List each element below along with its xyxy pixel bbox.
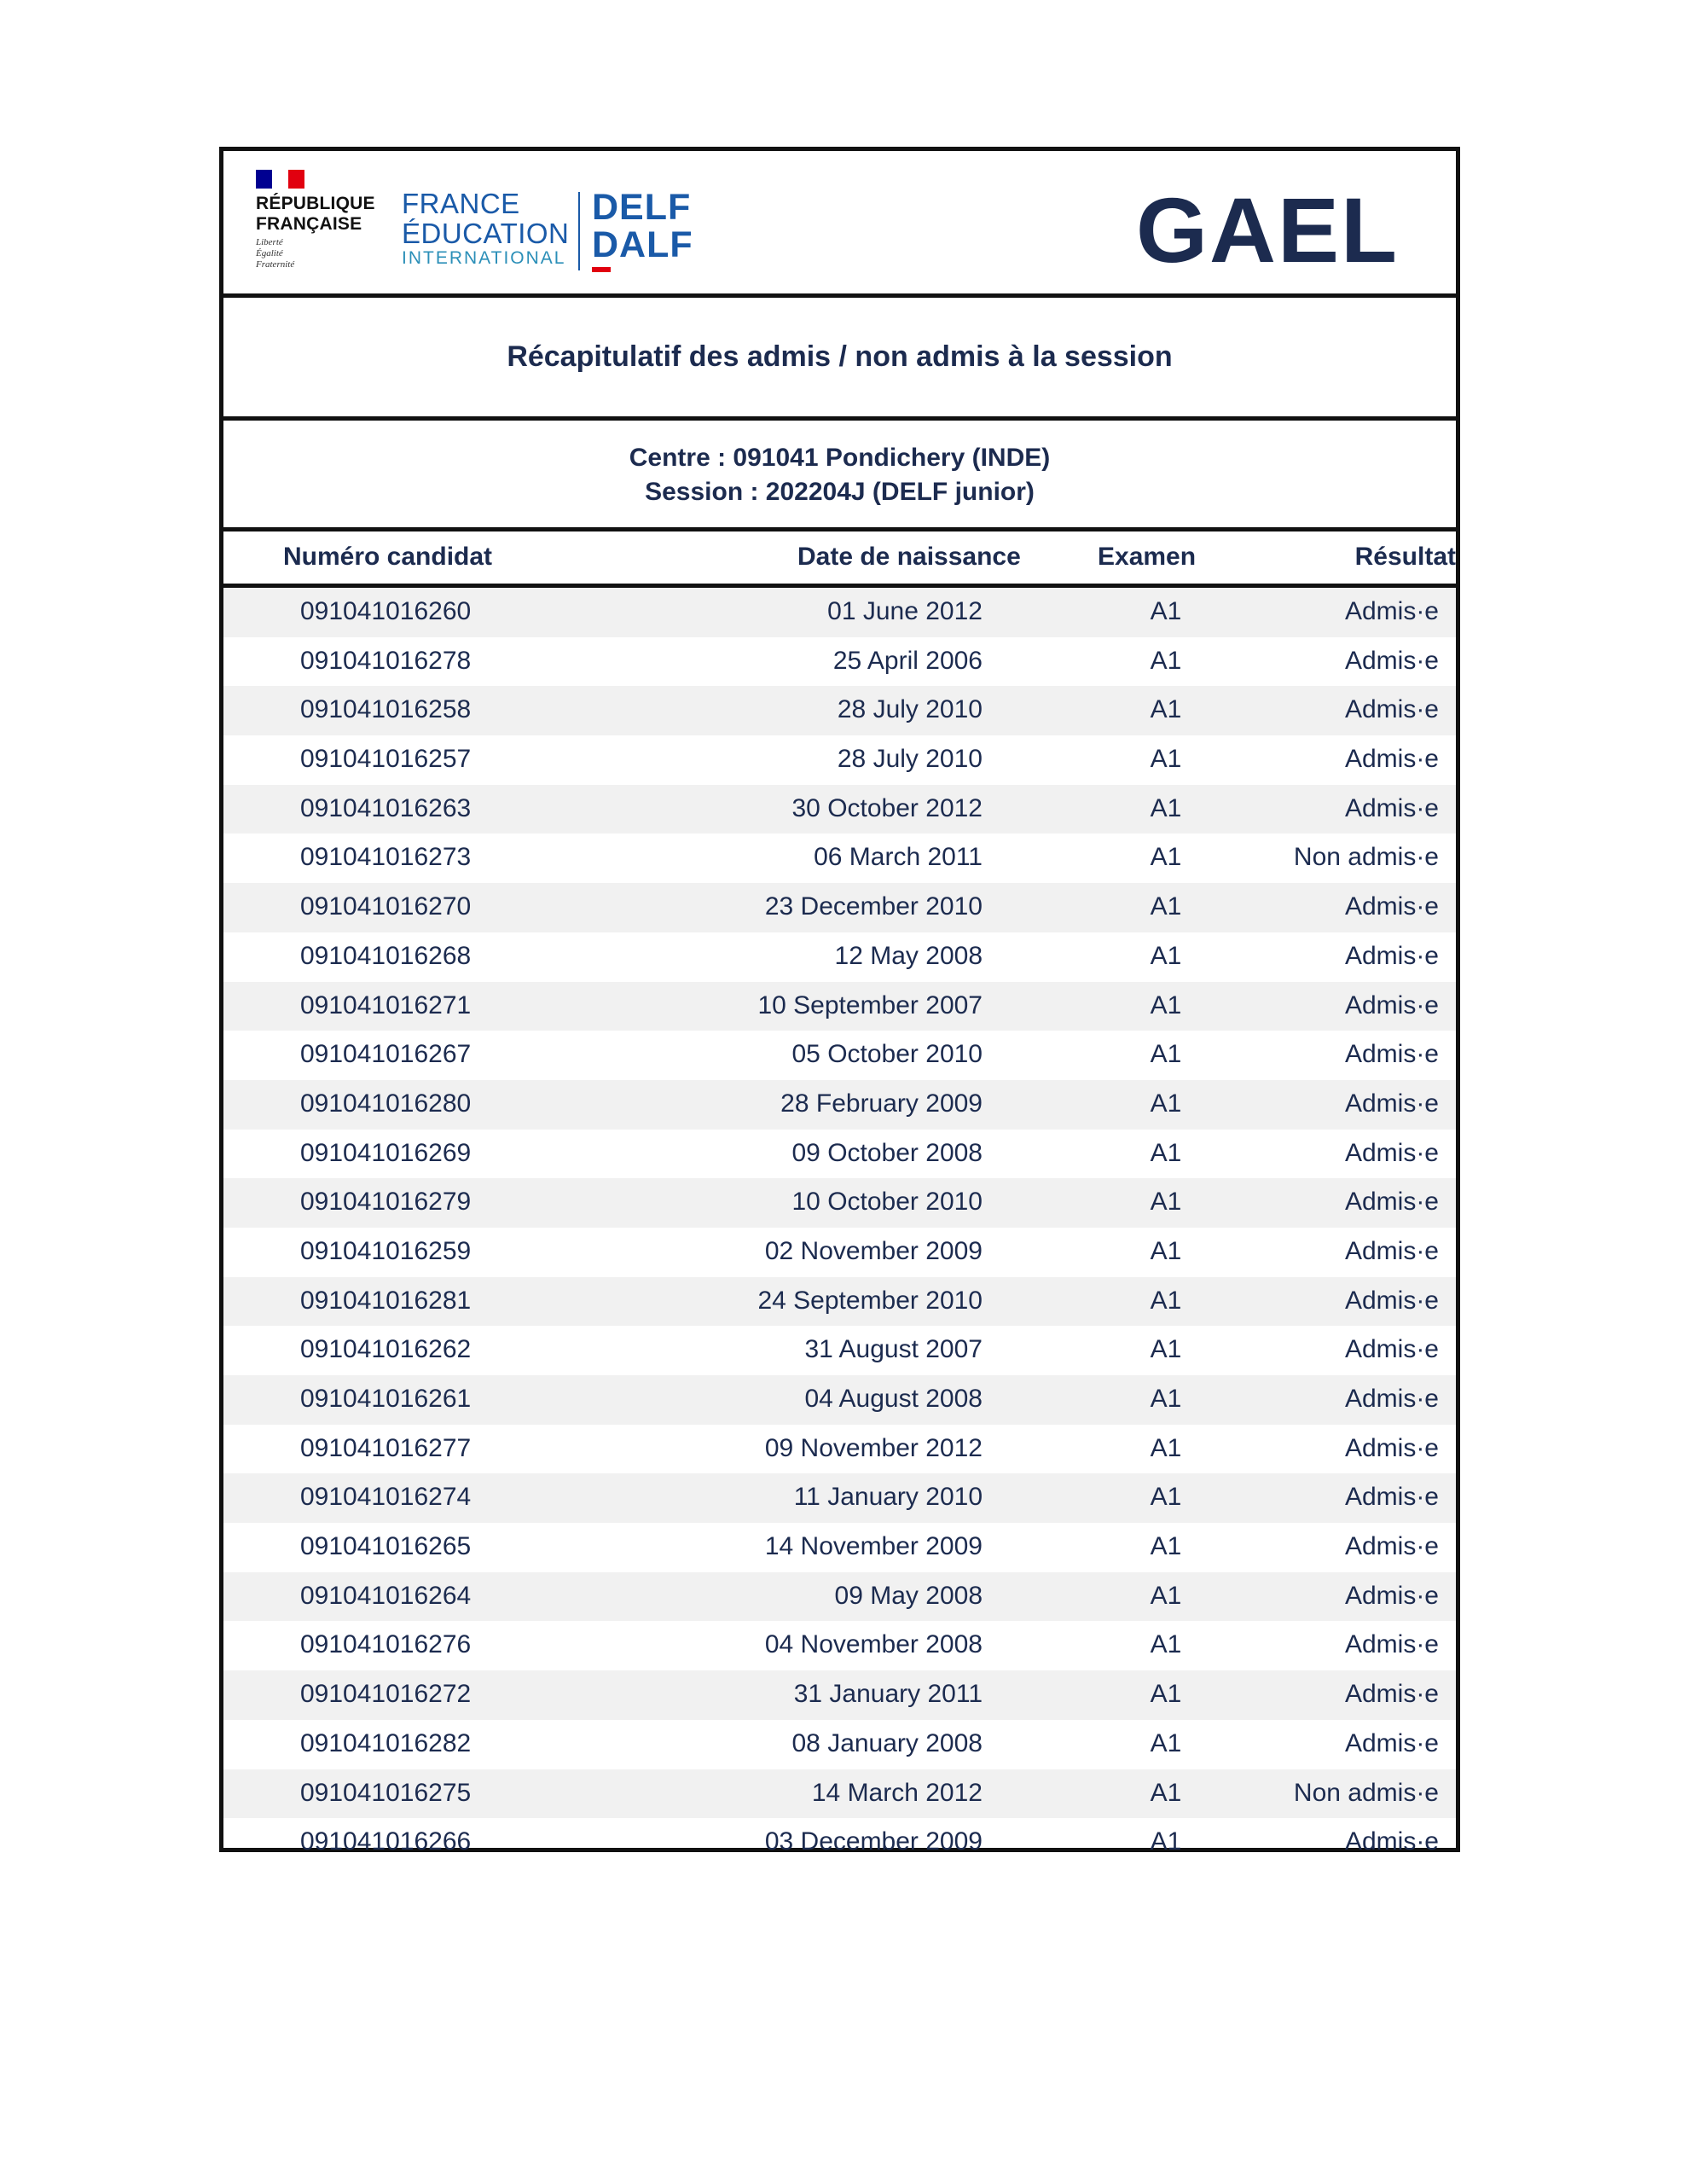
cell-examen: A1 — [1150, 793, 1182, 822]
cell-date: 28 February 2009 — [780, 1089, 983, 1118]
table-row — [223, 1326, 1456, 1375]
cell-numero: 091041016266 — [300, 1827, 472, 1856]
cell-resultat: Admis·e — [1344, 941, 1439, 970]
cell-date: 03 December 2009 — [764, 1827, 983, 1856]
table-row — [223, 1130, 1456, 1179]
cell-numero: 091041016276 — [300, 1630, 472, 1659]
document-title-row — [223, 298, 1456, 421]
cell-numero: 091041016277 — [300, 1433, 472, 1462]
cell-resultat: Admis·e — [1344, 990, 1439, 1019]
cell-resultat: Admis·e — [1344, 1138, 1439, 1167]
cell-date: 10 September 2007 — [757, 990, 983, 1019]
republique-line-1: RÉPUBLIQUE — [256, 194, 375, 213]
cell-resultat: Admis·e — [1344, 892, 1439, 921]
cell-date: 28 July 2010 — [837, 745, 983, 774]
cell-examen: A1 — [1150, 843, 1182, 872]
cell-date: 12 May 2008 — [834, 941, 983, 970]
cell-date: 08 January 2008 — [791, 1728, 983, 1757]
cell-numero: 091041016278 — [300, 646, 472, 675]
republique-francaise-logo — [256, 170, 401, 270]
cell-examen: A1 — [1150, 1532, 1182, 1561]
table-row — [223, 932, 1456, 982]
cell-date: 04 August 2008 — [804, 1385, 983, 1413]
cell-examen: A1 — [1150, 1089, 1182, 1118]
cell-date: 02 November 2009 — [764, 1236, 983, 1265]
motto-egalite: Égalité — [256, 248, 283, 258]
table-row — [223, 588, 1456, 637]
session-info — [223, 421, 1456, 531]
cell-numero: 091041016281 — [300, 1286, 472, 1315]
header-date-naissance: Date de naissance — [797, 543, 1021, 571]
cell-numero: 091041016279 — [300, 1188, 472, 1217]
table-row — [223, 982, 1456, 1031]
fei-line-3: INTERNATIONAL — [402, 248, 566, 268]
cell-numero: 091041016265 — [300, 1532, 472, 1561]
cell-resultat: Admis·e — [1344, 1335, 1439, 1364]
cell-resultat: Non admis·e — [1293, 843, 1439, 872]
table-row — [223, 1031, 1456, 1080]
cell-date: 05 October 2010 — [791, 1040, 983, 1069]
header-examen: Examen — [1098, 543, 1197, 571]
session-line: Session : 202204J (DELF junior) — [645, 478, 1035, 506]
delf-text: DELF — [592, 187, 692, 228]
cell-examen: A1 — [1150, 892, 1182, 921]
cell-date: 23 December 2010 — [764, 892, 983, 921]
table-row — [223, 785, 1456, 834]
cell-examen: A1 — [1150, 695, 1182, 724]
table-row — [223, 1523, 1456, 1572]
french-flag-icon — [256, 170, 304, 189]
cell-numero: 091041016259 — [300, 1236, 472, 1265]
cell-examen: A1 — [1150, 1385, 1182, 1413]
cell-numero: 091041016282 — [300, 1728, 472, 1757]
cell-resultat: Admis·e — [1344, 1827, 1439, 1856]
cell-resultat: Admis·e — [1344, 793, 1439, 822]
table-row — [223, 1670, 1456, 1720]
cell-date: 31 August 2007 — [804, 1335, 983, 1364]
table-row — [223, 834, 1456, 883]
table-row — [223, 637, 1456, 687]
cell-numero: 091041016260 — [300, 597, 472, 625]
cell-numero: 091041016271 — [300, 990, 472, 1019]
cell-numero: 091041016257 — [300, 745, 472, 774]
cell-numero: 091041016268 — [300, 941, 472, 970]
cell-numero: 091041016274 — [300, 1483, 472, 1512]
table-row — [223, 1425, 1456, 1474]
fei-line-2: ÉDUCATION — [402, 218, 570, 249]
cell-numero: 091041016262 — [300, 1335, 472, 1364]
cell-resultat: Admis·e — [1344, 1385, 1439, 1413]
cell-examen: A1 — [1150, 1138, 1182, 1167]
table-header — [223, 531, 1456, 588]
cell-numero: 091041016272 — [300, 1680, 472, 1709]
cell-date: 04 November 2008 — [764, 1630, 983, 1659]
table-row — [223, 1277, 1456, 1327]
table-row — [223, 1769, 1456, 1819]
cell-resultat: Admis·e — [1344, 745, 1439, 774]
republique-line-2: FRANÇAISE — [256, 214, 362, 234]
gael-logo: GAEL — [1136, 178, 1400, 282]
table-row — [223, 1178, 1456, 1228]
motto-liberte: Liberté — [256, 237, 283, 247]
cell-date: 25 April 2006 — [832, 646, 983, 675]
header-numero-candidat: Numéro candidat — [283, 543, 493, 571]
cell-numero: 091041016275 — [300, 1778, 472, 1807]
cell-resultat: Admis·e — [1344, 1532, 1439, 1561]
table-row — [223, 883, 1456, 932]
document-title: Récapitulatif des admis / non admis à la session — [507, 340, 1173, 373]
cell-resultat: Admis·e — [1344, 597, 1439, 625]
cell-resultat: Admis·e — [1344, 1581, 1439, 1610]
cell-date: 09 October 2008 — [791, 1138, 983, 1167]
cell-examen: A1 — [1150, 1236, 1182, 1265]
cell-numero: 091041016267 — [300, 1040, 472, 1069]
logo-separator — [578, 192, 580, 270]
cell-date: 09 November 2012 — [764, 1433, 983, 1462]
table-row — [223, 1572, 1456, 1622]
cell-examen: A1 — [1150, 597, 1182, 625]
cell-resultat: Admis·e — [1344, 695, 1439, 724]
cell-resultat: Admis·e — [1344, 1728, 1439, 1757]
delf-dalf-logo — [592, 189, 693, 272]
cell-resultat: Admis·e — [1344, 646, 1439, 675]
cell-date: 31 January 2011 — [793, 1680, 983, 1709]
cell-date: 09 May 2008 — [834, 1581, 983, 1610]
results-sheet — [219, 147, 1460, 1856]
cell-date: 24 September 2010 — [757, 1286, 983, 1315]
cell-numero: 091041016280 — [300, 1089, 472, 1118]
cell-resultat: Admis·e — [1344, 1680, 1439, 1709]
cell-numero: 091041016263 — [300, 793, 472, 822]
cell-examen: A1 — [1150, 941, 1182, 970]
delf-red-bar — [592, 267, 611, 272]
cell-date: 06 March 2011 — [814, 843, 983, 872]
cell-examen: A1 — [1150, 1335, 1182, 1364]
cell-examen: A1 — [1150, 990, 1182, 1019]
cell-examen: A1 — [1150, 1188, 1182, 1217]
cell-examen: A1 — [1150, 1827, 1182, 1856]
table-row — [223, 1228, 1456, 1277]
table-row — [223, 686, 1456, 735]
dalf-text: DALF — [592, 224, 693, 265]
cell-examen: A1 — [1150, 1483, 1182, 1512]
cell-date: 14 November 2009 — [764, 1532, 983, 1561]
cell-numero: 091041016264 — [300, 1581, 472, 1610]
table-row — [223, 1080, 1456, 1130]
cell-date: 10 October 2010 — [791, 1188, 983, 1217]
cell-numero: 091041016270 — [300, 892, 472, 921]
cell-resultat: Admis·e — [1344, 1286, 1439, 1315]
cell-examen: A1 — [1150, 646, 1182, 675]
cell-examen: A1 — [1150, 1286, 1182, 1315]
table-row — [223, 1473, 1456, 1523]
cell-examen: A1 — [1150, 1778, 1182, 1807]
cell-resultat: Non admis·e — [1293, 1778, 1439, 1807]
cell-examen: A1 — [1150, 1680, 1182, 1709]
cell-resultat: Admis·e — [1344, 1040, 1439, 1069]
france-education-international-logo — [402, 189, 568, 269]
cell-date: 14 March 2012 — [811, 1778, 983, 1807]
cell-date: 28 July 2010 — [837, 695, 983, 724]
cell-numero: 091041016261 — [300, 1385, 472, 1413]
table-row — [223, 735, 1456, 785]
table-row — [223, 1818, 1456, 1867]
cell-examen: A1 — [1150, 1630, 1182, 1659]
motto-fraternite: Fraternité — [256, 259, 295, 270]
cell-examen: A1 — [1150, 1433, 1182, 1462]
cell-resultat: Admis·e — [1344, 1089, 1439, 1118]
cell-examen: A1 — [1150, 1040, 1182, 1069]
table-row — [223, 1375, 1456, 1425]
header-logos — [223, 151, 1456, 298]
cell-examen: A1 — [1150, 745, 1182, 774]
cell-examen: A1 — [1150, 1581, 1182, 1610]
cell-date: 11 January 2010 — [793, 1483, 983, 1512]
cell-numero: 091041016273 — [300, 843, 472, 872]
table-row — [223, 1621, 1456, 1670]
results-table-body — [223, 588, 1456, 1867]
cell-resultat: Admis·e — [1344, 1236, 1439, 1265]
cell-date: 01 June 2012 — [827, 597, 983, 625]
cell-date: 30 October 2012 — [791, 793, 983, 822]
table-row — [223, 1720, 1456, 1769]
header-resultat: Résultat — [1354, 543, 1456, 571]
cell-resultat: Admis·e — [1344, 1483, 1439, 1512]
cell-resultat: Admis·e — [1344, 1433, 1439, 1462]
cell-numero: 091041016258 — [300, 695, 472, 724]
fei-line-1: FRANCE — [402, 188, 520, 219]
cell-resultat: Admis·e — [1344, 1188, 1439, 1217]
centre-line: Centre : 091041 Pondichery (INDE) — [629, 444, 1051, 472]
cell-examen: A1 — [1150, 1728, 1182, 1757]
cell-resultat: Admis·e — [1344, 1630, 1439, 1659]
cell-numero: 091041016269 — [300, 1138, 472, 1167]
